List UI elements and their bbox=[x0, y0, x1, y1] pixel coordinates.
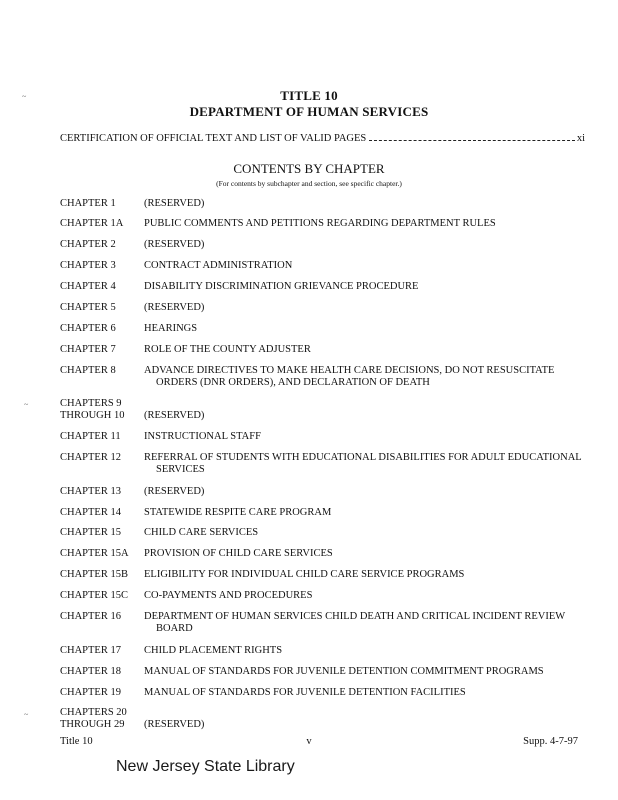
contents-heading: CONTENTS BY CHAPTER bbox=[233, 161, 385, 176]
chapter-title-text: MANUAL OF STANDARDS FOR JUVENILE DETENTION COMMITMENT PROGRAMS bbox=[144, 666, 544, 677]
chapter-title-continuation: BOARD bbox=[156, 623, 193, 634]
chapter-title-text: ADVANCE DIRECTIVES TO MAKE HEALTH CARE DECISIONS, DO NOT RESUSCITATE bbox=[144, 365, 555, 376]
chapter-title bbox=[144, 452, 584, 476]
chapter-number bbox=[60, 302, 144, 314]
chapter-number bbox=[60, 687, 144, 699]
chapter-title bbox=[144, 590, 584, 602]
title-number: TITLE 10 bbox=[280, 88, 338, 103]
chapter-title bbox=[144, 687, 584, 699]
chapter-title-text: STATEWIDE RESPITE CARE PROGRAM bbox=[144, 507, 332, 518]
chapter-number bbox=[60, 527, 144, 539]
chapter-title bbox=[144, 611, 584, 635]
chapter-number-text: CHAPTER 2 bbox=[60, 239, 116, 250]
chapter-title-text: PUBLIC COMMENTS AND PETITIONS REGARDING DEPARTMENT RULES bbox=[144, 218, 496, 229]
chapter-title bbox=[144, 260, 584, 272]
chapter-number-text: CHAPTER 19 bbox=[60, 687, 121, 698]
chapter-number bbox=[60, 507, 144, 519]
chapter-title bbox=[144, 323, 584, 335]
footer-title: Title 10 bbox=[60, 736, 93, 747]
footer-page-number: v bbox=[306, 736, 312, 747]
certification-label: CERTIFICATION OF OFFICIAL TEXT AND LIST OF VALID PAGES bbox=[60, 133, 367, 144]
chapter-title-text: DISABILITY DISCRIMINATION GRIEVANCE PROCEDURE bbox=[144, 281, 419, 292]
chapter-title-text: MANUAL OF STANDARDS FOR JUVENILE DETENTION FACILITIES bbox=[144, 687, 466, 698]
chapter-number-text: CHAPTER 15A bbox=[60, 548, 129, 559]
chapter-title-text: INSTRUCTIONAL STAFF bbox=[144, 431, 261, 442]
chapter-title-text: (RESERVED) bbox=[144, 410, 205, 421]
chapter-title-text: CHILD PLACEMENT RIGHTS bbox=[144, 645, 283, 656]
chapter-number bbox=[60, 548, 144, 560]
chapter-title bbox=[144, 410, 584, 422]
chapter-title bbox=[144, 645, 584, 657]
chapter-title-text: CHILD CARE SERVICES bbox=[144, 527, 259, 538]
chapter-title bbox=[144, 486, 584, 498]
chapter-number-text: CHAPTER 15 bbox=[60, 527, 121, 538]
chapter-title bbox=[144, 548, 584, 560]
chapter-number-text: CHAPTER 1A bbox=[60, 218, 124, 229]
chapter-title bbox=[144, 527, 584, 539]
chapter-title bbox=[144, 507, 584, 519]
chapter-title-continuation: SERVICES bbox=[156, 464, 205, 475]
chapter-number bbox=[60, 707, 144, 731]
chapter-number bbox=[60, 218, 144, 230]
chapter-number bbox=[60, 666, 144, 678]
chapter-number bbox=[60, 452, 144, 464]
certification-page: xi bbox=[576, 133, 585, 144]
chapter-title-text: HEARINGS bbox=[144, 323, 198, 334]
chapter-title-text: ROLE OF THE COUNTY ADJUSTER bbox=[144, 344, 311, 355]
chapter-number bbox=[60, 645, 144, 657]
chapter-number-text: CHAPTER 5 bbox=[60, 302, 116, 313]
chapter-number-text: CHAPTER 15B bbox=[60, 569, 128, 580]
chapter-number bbox=[60, 398, 144, 422]
chapter-title-text: CO-PAYMENTS AND PROCEDURES bbox=[144, 590, 313, 601]
chapter-number bbox=[60, 344, 144, 356]
chapter-title bbox=[144, 281, 584, 293]
chapter-number bbox=[60, 365, 144, 377]
chapter-title-text: (RESERVED) bbox=[144, 239, 205, 250]
scan-mark: ~ bbox=[22, 92, 27, 101]
chapter-title bbox=[144, 198, 584, 210]
chapter-title-text: CONTRACT ADMINISTRATION bbox=[144, 260, 293, 271]
chapter-title bbox=[144, 344, 584, 356]
chapter-number bbox=[60, 239, 144, 251]
chapter-number bbox=[60, 323, 144, 335]
chapter-number-continuation: THROUGH 10 bbox=[60, 410, 125, 421]
chapter-number bbox=[60, 569, 144, 581]
chapter-title-text: (RESERVED) bbox=[144, 198, 205, 209]
chapter-number-text: CHAPTER 14 bbox=[60, 507, 121, 518]
chapter-title-text: (RESERVED) bbox=[144, 719, 205, 730]
chapter-title-text: DEPARTMENT OF HUMAN SERVICES CHILD DEATH AND CRITICAL INCIDENT REVIEW bbox=[144, 611, 566, 622]
footer-supplement-date: Supp. 4-7-97 bbox=[523, 736, 578, 747]
chapter-number-text: CHAPTER 12 bbox=[60, 452, 121, 463]
dot-leader bbox=[369, 139, 575, 141]
chapter-number bbox=[60, 590, 144, 602]
contents-note: (For contents by subchapter and section, see specific chapter.) bbox=[216, 179, 402, 188]
chapter-title-text: (RESERVED) bbox=[144, 302, 205, 313]
chapter-number-text: CHAPTER 3 bbox=[60, 260, 116, 271]
chapter-title-text: REFERRAL OF STUDENTS WITH EDUCATIONAL DISABILITIES FOR ADULT EDUCATIONAL bbox=[144, 452, 582, 463]
library-stamp: New Jersey State Library bbox=[116, 758, 295, 775]
chapter-number-text: CHAPTERS 9 bbox=[60, 398, 122, 409]
chapter-title-text: (RESERVED) bbox=[144, 486, 205, 497]
chapter-title-text: PROVISION OF CHILD CARE SERVICES bbox=[144, 548, 333, 559]
chapter-title bbox=[144, 569, 584, 581]
chapter-number bbox=[60, 281, 144, 293]
chapter-number-text: CHAPTER 18 bbox=[60, 666, 121, 677]
chapter-title bbox=[144, 302, 584, 314]
scan-mark: ~ bbox=[24, 710, 29, 719]
chapter-number-text: CHAPTERS 20 bbox=[60, 707, 127, 718]
chapter-number bbox=[60, 611, 144, 623]
chapter-number-text: CHAPTER 17 bbox=[60, 645, 121, 656]
chapter-number bbox=[60, 486, 144, 498]
chapter-number bbox=[60, 260, 144, 272]
chapter-number-text: CHAPTER 4 bbox=[60, 281, 116, 292]
chapter-number-text: CHAPTER 15C bbox=[60, 590, 128, 601]
chapter-number-text: CHAPTER 16 bbox=[60, 611, 121, 622]
chapter-number bbox=[60, 198, 144, 210]
chapter-number-text: CHAPTER 11 bbox=[60, 431, 121, 442]
chapter-number-text: CHAPTER 1 bbox=[60, 198, 116, 209]
certification-line bbox=[60, 133, 585, 144]
department-title: DEPARTMENT OF HUMAN SERVICES bbox=[189, 104, 429, 119]
scan-mark: ~ bbox=[24, 400, 29, 409]
chapter-number-text: CHAPTER 13 bbox=[60, 486, 121, 497]
chapter-title bbox=[144, 666, 584, 678]
chapter-number-continuation: THROUGH 29 bbox=[60, 719, 125, 730]
chapter-title bbox=[144, 239, 584, 251]
chapter-number bbox=[60, 431, 144, 443]
chapter-title bbox=[144, 719, 584, 731]
chapter-title bbox=[144, 431, 584, 443]
chapter-title bbox=[144, 218, 584, 230]
chapter-title bbox=[144, 365, 584, 389]
chapter-number-text: CHAPTER 7 bbox=[60, 344, 116, 355]
chapter-number-text: CHAPTER 8 bbox=[60, 365, 116, 376]
chapter-title-continuation: ORDERS (DNR ORDERS), AND DECLARATION OF DEATH bbox=[156, 377, 430, 388]
chapter-number-text: CHAPTER 6 bbox=[60, 323, 116, 334]
chapter-title-text: ELIGIBILITY FOR INDIVIDUAL CHILD CARE SERVICE PROGRAMS bbox=[144, 569, 465, 580]
